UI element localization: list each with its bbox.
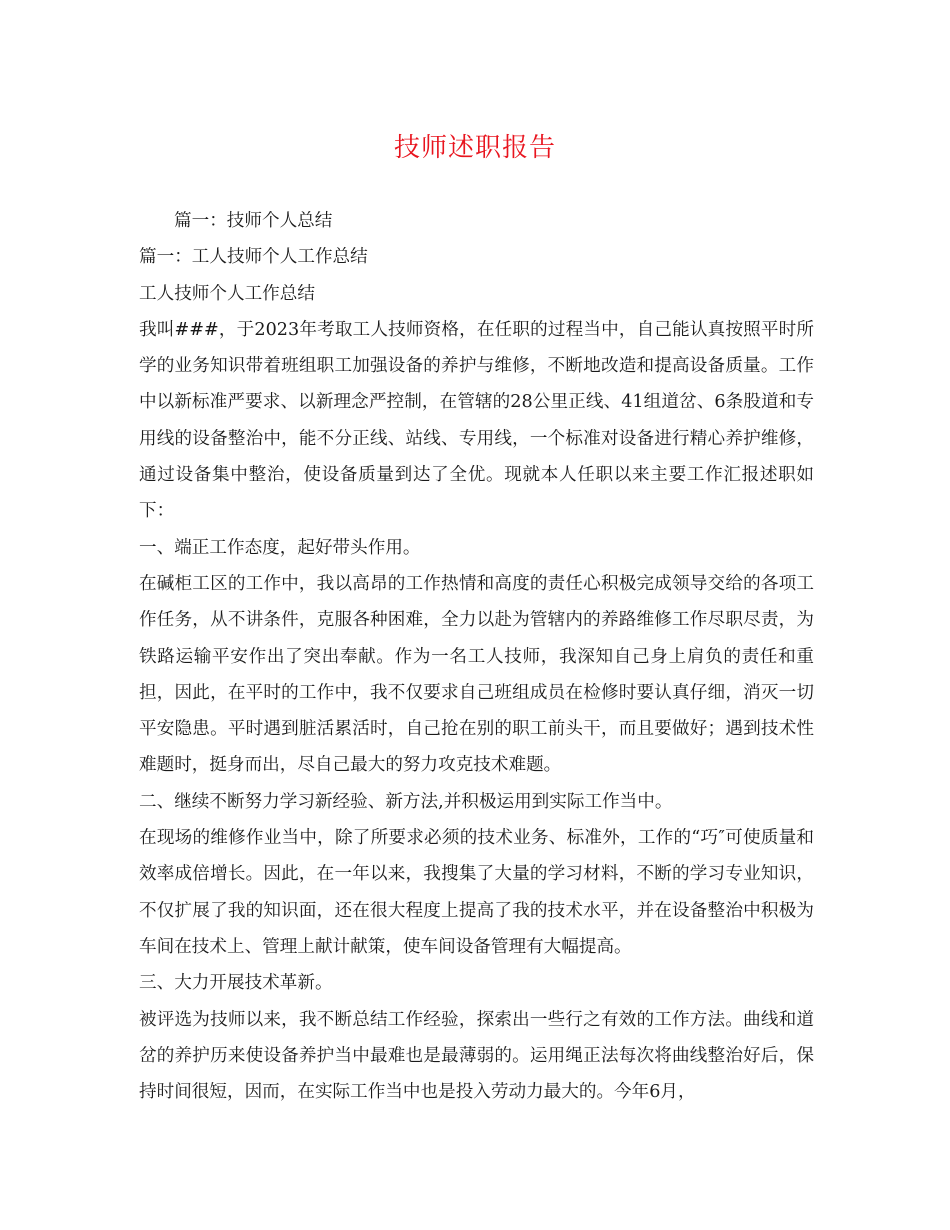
section-heading: 二、继续不断努力学习新经验、新方法,并积极运用到实际工作当中。: [139, 791, 673, 812]
section-heading: 一、端正工作态度，起好带头作用。: [139, 537, 421, 558]
body-paragraph: 我叫###，于2023年考取工人技师资格，在任职的过程当中，自己能认真按照平时所学的业务知识带着班组职工加强设备的养护与维修，不断地改造和提高设备质量。工作中以新标准严要求、以新理念严控制，在管辖的28公里正线、41组道岔、6条股道和专用线的设备整治中，能不分正线、站线、专用线，一个标准对设备进行精心养护维修，通过设备集中整治，使设备质量到达了全优。现就本人任职以来主要工作汇报述职如下：: [139, 319, 814, 522]
body-paragraph: 在现场的维修作业当中，除了所要求必须的技术业务、标准外，工作的“巧″可使质量和效率成倍增长。因此，在一年以来，我搜集了大量的学习材料，不断的学习专业知识，不仅扩展了我的知识面，还在很大程度上提高了我的技术水平，并在设备整治中积极为车间在技术上、管理上献计献策，使车间设备管理有大幅提高。: [139, 828, 814, 957]
document-title: 技师述职报告: [393, 133, 556, 163]
section-heading: 工人技师个人工作总结: [139, 283, 315, 304]
section-heading: 篇一：工人技师个人工作总结: [139, 247, 368, 268]
section-heading: 三、大力开展技术革新。: [139, 973, 333, 994]
document-body: [139, 203, 814, 1110]
body-paragraph: 在碱柜工区的工作中，我以高昂的工作热情和高度的责任心积极完成领导交给的各项工作任务，从不讲条件，克服各种困难，全力以赴为管辖内的养路维修工作尽职尽责，为铁路运输平安作出了突出奉献。作为一名工人技师，我深知自己身上肩负的责任和重担，因此，在平时的工作中，我不仅要求自己班组成员在检修时要认真仔细，消灭一切平安隐患。平时遇到脏活累活时，自己抢在别的职工前头干，而且要做好；遇到技术性难题时，挺身而出，尽自己最大的努力攻克技术难题。: [139, 573, 814, 776]
body-paragraph: 被评选为技师以来，我不断总结工作经验，探索出一些行之有效的工作方法。曲线和道岔的养护历来使设备养护当中最难也是最薄弱的。运用绳正法每次将曲线整治好后，保持时间很短，因而，在实际工作当中也是投入劳动力最大的。今年6月，: [139, 1009, 814, 1103]
section-heading: 篇一：技师个人总结: [174, 211, 333, 231]
